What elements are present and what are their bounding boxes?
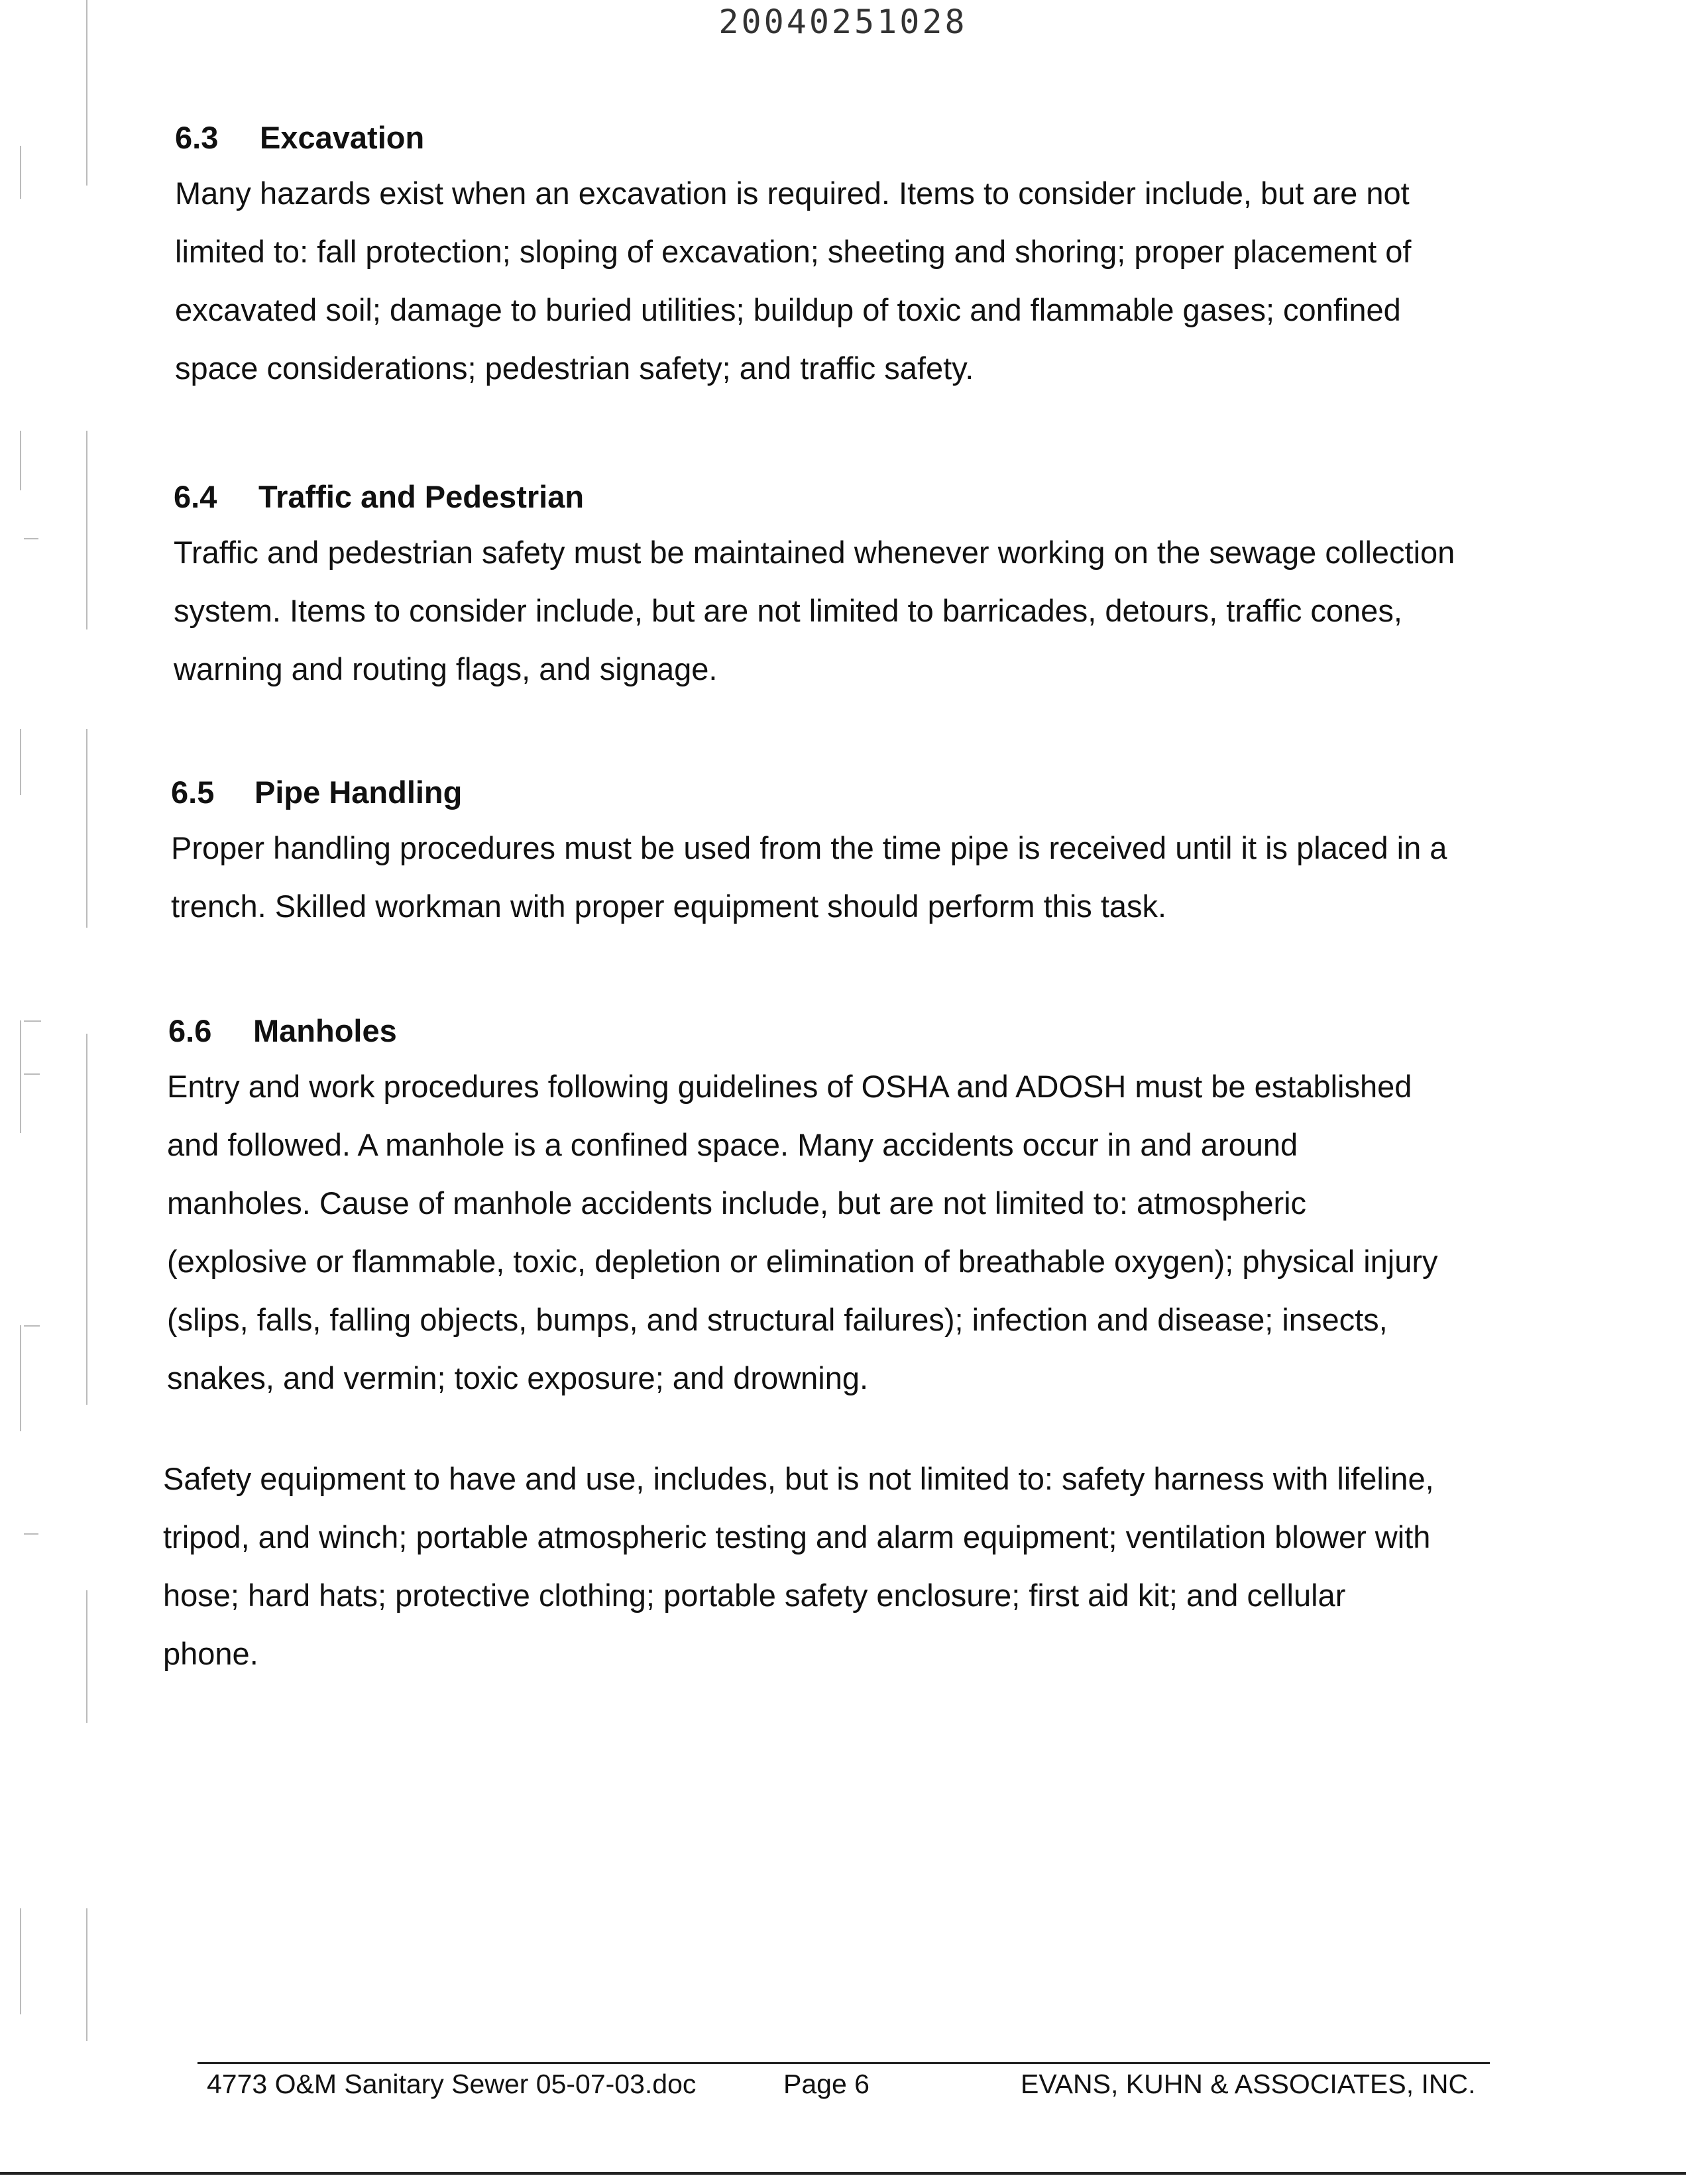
section-body (0, 164, 1544, 398)
section-heading (0, 477, 1544, 517)
body-line: phone. (163, 1636, 258, 1671)
body-line: snakes, and vermin; toxic exposure; and drowning. (167, 1360, 869, 1395)
section-number: 6.3 (175, 120, 219, 155)
body-line: excavated soil; damage to buried utilities; buildup of toxic and flammable gases; confined (175, 292, 1401, 327)
body-line: limited to: fall protection; sloping of excavation; sheeting and shoring; proper placement of (175, 234, 1412, 269)
footer-rule (197, 2062, 1490, 2064)
body-line: system. Items to consider include, but are not limited to barricades, detours, traffic cones, (174, 593, 1402, 628)
body-line: Many hazards exist when an excavation is required. Items to consider include, but are not (175, 176, 1410, 211)
section-heading (0, 1011, 1544, 1051)
footer-filename: 4773 O&M Sanitary Sewer 05-07-03.doc (207, 2069, 697, 2099)
section-title: Excavation (260, 120, 425, 155)
section-number: 6.5 (171, 775, 215, 810)
section-title: Traffic and Pedestrian (258, 479, 585, 514)
section-body-paragraph-2 (0, 1450, 1544, 1683)
body-line: tripod, and winch; portable atmospheric testing and alarm equipment; ventilation blower with (163, 1519, 1431, 1555)
section-heading (0, 118, 1544, 158)
footer-company: EVANS, KUHN & ASSOCIATES, INC. (1021, 2069, 1476, 2099)
section-body (0, 1058, 1544, 1407)
scan-artifact (86, 1908, 87, 2041)
body-line: space considerations; pedestrian safety; and traffic safety. (175, 351, 974, 386)
body-line: (explosive or flammable, toxic, depletion or elimination of breathable oxygen); physical injury (167, 1244, 1438, 1279)
section-number: 6.6 (168, 1013, 212, 1048)
body-line: and followed. A manhole is a confined space. Many accidents occur in and around (167, 1127, 1298, 1162)
page-bottom-rule (0, 2172, 1686, 2175)
section-title: Pipe Handling (254, 775, 463, 810)
document-number: 20040251028 (718, 3, 968, 41)
section-body (0, 819, 1544, 936)
scan-artifact (20, 1908, 21, 2014)
body-line: Safety equipment to have and use, includes, but is not limited to: safety harness with lifeline, (163, 1461, 1434, 1496)
section-pipe-handling (0, 773, 1544, 936)
body-line: manholes. Cause of manhole accidents include, but are not limited to: atmospheric (167, 1185, 1307, 1221)
section-number: 6.4 (174, 479, 217, 514)
body-line: warning and routing flags, and signage. (174, 651, 718, 686)
footer-page-number: Page 6 (783, 2069, 870, 2099)
body-line: Proper handling procedures must be used from the time pipe is received until it is placed in a (171, 830, 1447, 865)
body-line: hose; hard hats; protective clothing; portable safety enclosure; first aid kit; and cellular (163, 1578, 1346, 1613)
section-manholes (0, 1011, 1544, 1683)
body-line: trench. Skilled workman with proper equipment should perform this task. (171, 889, 1167, 924)
section-heading (0, 773, 1544, 812)
body-line: Traffic and pedestrian safety must be maintained whenever working on the sewage collection (174, 535, 1455, 570)
body-line: Entry and work procedures following guidelines of OSHA and ADOSH must be established (167, 1069, 1412, 1104)
section-traffic-and-pedestrian (0, 477, 1544, 698)
section-title: Manholes (253, 1013, 397, 1048)
section-excavation (0, 118, 1544, 398)
body-line: (slips, falls, falling objects, bumps, and structural failures); infection and disease; insects, (167, 1302, 1388, 1337)
section-body (0, 523, 1544, 698)
